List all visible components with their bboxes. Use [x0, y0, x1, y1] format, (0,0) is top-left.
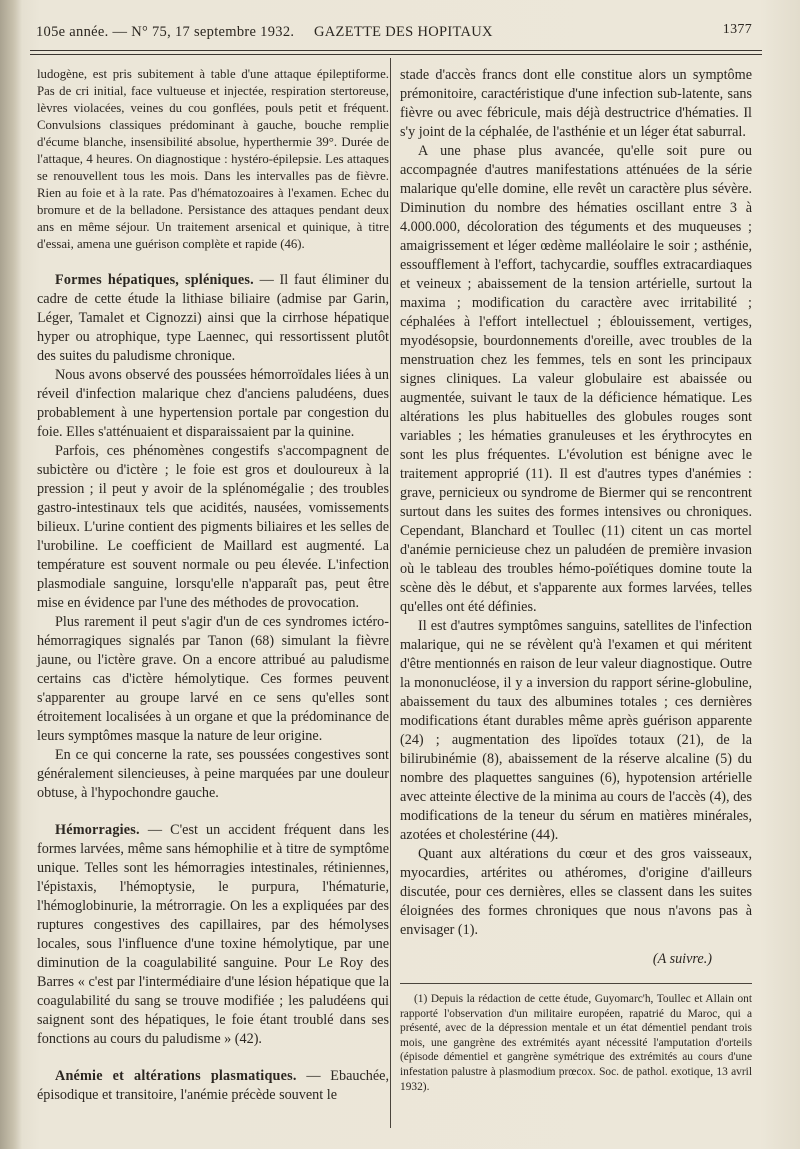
section-title-hepatic: Formes hépatiques, spléniques.: [55, 272, 254, 288]
paragraph: Il est d'autres symptômes sanguins, satellites de l'infection malarique, qui ne se révèlent qu'à l'examen et qui méritent d'être mentionnés en raison de leur valeur diagnostique. Outre la mononucléose, il y a inversion du rapport sérine-globuline, abaissement du taux des albumines totales ; ces dernières modifications étant durables même après guérison apparente (24) ; augmentation des lipoïdes totaux (21), de la bilirubinémie (8), abaissement de la réserve alcaline (5) du nombre des plaquettes sanguines (6), hypotension artérielle avec atteinte élective de la minima au cours de l'accès (4), des modifications de la teneur du sérum en matières minérales, azotées et cholestérine (44).: [400, 618, 753, 843]
paragraph: A une phase plus avancée, qu'elle soit pure ou accompagnée d'autres manifestations atténuées de la série malarique qu'elle domine, elle revêt un caractère plus sévère. Diminution du nombre des hématies oscillant entre 3 à 4.000.000, décoloration des téguments et des muqueuses ; amaigrissement et léger œdème malléolaire le soir ; asthénie, essoufflement à l'effort, tachycardie, souffles extracardiaques et veineux ; abaissement de la tension artérielle, surtout la maxima ; modification du caractère avec irritabilité ; céphalées à l'effort intellectuel ; éblouissement, vertiges, myodésopsie, bourdonnements d'oreille, avec troubles de la menstruation chez les femmes, tels en sont les principaux signes cliniques. La valeur globulaire est abaissée ou augmentée, suivant le taux de la déficience hématique. Les altérations les plus habituelles des globules rouges sont variables ; les hématies granuleuses et les érythrocytes en sont les plus fréquentes. L'évolution est bénigne avec le traitement approprié (11). Il est d'autres types d'anémies : grave, pernicieux ou syndrome de Biermer qui se rencontrent surtout dans les suites des formes intensives ou chroniques. Cependant, Blanchard et Toullec (11) citent un cas mortel d'anémie pernicieuse chez un paludéen de première invasion où le tableau des troubles hémo-poïétiques domine toute la scène dès le début, et s'apparente aux formes larvées, telles qu'elles ont été définies.: [400, 143, 752, 615]
paragraph: Quant aux altérations du cœur et des gros vaisseaux, myocardies, artérites ou athéromes, d'origine d'ailleurs discutée, pour ces dernières, elles se classent dans les suites éloignées des formes chroniques que nous n'avons pas à envisager (1).: [400, 846, 752, 938]
paragraph: Nous avons observé des poussées hémorroïdales liées à un réveil d'infection malarique chez d'anciens paludéens, dues probablement à une hypertension portale par congestion du foie. Elles s'atténuaient et disparaissaient par la quinine.: [37, 367, 389, 440]
footnote-rule: [400, 983, 752, 984]
running-header: [36, 22, 754, 48]
paragraph: En ce qui concerne la rate, ses poussées congestives sont généralement silencieuses, à peine marquées par une douleur obtuse, à l'hypochondre gauche.: [37, 747, 389, 801]
paragraph: stade d'accès francs dont elle constitue alors un symptôme prémonitoire, caractéristique d'une infection sub-latente, sans fièvre ou avec fébricule, mais déjà destructrice d'hématies. Il s'y joint de la céphalée, de l'asthénie et un léger état saburral.: [400, 67, 752, 140]
paragraph: Plus rarement il peut s'agir d'un de ces syndromes ictéro-hémorragiques signalés par Tanon (68) simulant la fièvre jaune, ou l'ictère grave. On a encore attribué au paludisme certains cas d'ictère hémolytique. Ces formes peuvent s'apparenter au groupe larvé en ce sens qu'elles sont étroitement localisées à un organe et que la prédominance de leurs symptômes masque la nature de leur origine.: [37, 614, 389, 744]
header-rule-thin: [30, 54, 762, 55]
paragraph: Parfois, ces phénomènes congestifs s'accompagnent de subictère ou d'ictère ; le foie est gros et douloureux à la pression ; il peut y avoir de la splénomégalie ; des troubles gastro-intestinaux tels que acidités, nausées, vomissements bilieux. L'urine contient des pigments biliaires et les selles de l'urobiline. Le coefficient de Maillard est augmenté. La température est souvent normale ou peu élevée. L'infection plasmodiale sanguine, lorsqu'elle n'apparaît pas, peut être mise en évidence par l'une des méthodes de provocation.: [37, 443, 389, 611]
section-text-hemorrhages: — C'est un accident fréquent dans les formes larvées, même sans hémophilie et à titre de symptôme unique. Telles sont les hémorragies intestinales, rétiniennes, l'épistaxis, l'hémoptysie, le purpura, l'hématurie, l'hémoglobinurie, la métrorragie. On les a expliquées par des ruptures congestives des capillaires, par des hémolyses locales, sous l'influence d'une toxine hémolytique, par une diminution de la coagulabilité sanguine. Pour Le Roy des Barres « c'est par l'intermédiaire d'une lésion hépatique que la coagulabilité du sang se trouve modifiée ; les paludéens qui saignent sont des hépatiques, le foie étant troublé dans ses fonctions au cours du paludisme » (42).: [37, 822, 389, 1047]
page-number: 1377: [722, 22, 752, 37]
right-column: [400, 66, 752, 1094]
left-column: [37, 66, 389, 1105]
header-rule: [30, 50, 762, 51]
section-text-anemia: — Ebauchée, épisodique et transitoire, l'anémie précède souvent le: [37, 1068, 389, 1103]
page-binding-edge: [0, 0, 22, 1149]
section-hemorrhages: [37, 821, 389, 1049]
section-hepatic: [37, 271, 389, 366]
section-anemia: [37, 1067, 389, 1105]
case-observation: ludogène, est pris subitement à table d'une attaque épileptiforme. Pas de cri initial, face vultueuse et injectée, respiration stertoreuse, lèvres violacées, veines du cou gonflées, pouls petit et fréquent. Convulsions classiques prédominant à gauche, bouche remplie d'écume blanche, insensibilité absolue, hyperthermie 39°. Durée de l'attaque, 4 heures. On diagnostique : hystéro-épilepsie. Les attaques se renouvellent tous les mois. Dans les intervalles pas de fièvre. Rien au foie et à la rate. Pas d'hématozoaires à l'examen. Echec du bromure et de la belladone. Persistance des attaques pendant deux ans en même séjour. Un traitement arsenical et quinique, à titre d'essai, amena une guérison complète et rapide (46).: [37, 67, 389, 251]
issue-line: 105e année. — N° 75, 17 septembre 1932.: [36, 24, 295, 40]
column-divider: [390, 58, 391, 1128]
to-be-continued: (A suivre.): [652, 951, 712, 967]
section-title-anemia: Anémie et altérations plasmatiques.: [55, 1068, 297, 1084]
section-title-hemorrhages: Hémorragies.: [55, 822, 140, 838]
section-text-hepatic: — Il faut éliminer du cadre de cette étude la lithiase biliaire (admise par Garin, Léger, Tamalet et Cignozzi) ainsi que la cirrhose hépatique hyper ou atrophique, type Laennec, qui ressortissent plutôt des suites du paludisme chronique.: [37, 272, 389, 364]
journal-title: GAZETTE DES HOPITAUX: [314, 24, 493, 40]
footnote: (1) Depuis la rédaction de cette étude, Guyomarc'h, Toullec et Allain ont rapporté l'observation d'un militaire européen, rapatrié du Maroc, qui a présenté, avec de la dépression mentale et un état démentiel pendant trois mois, une gangrène des extrémités ayant nécessité l'amputation d'orteils (épisode démentiel et gangrène symétrique des extrémités au cours d'une infestation palustre à plasmodium prœcox. Soc. de pathol. exotique, 13 avril 1932).: [400, 993, 752, 1093]
